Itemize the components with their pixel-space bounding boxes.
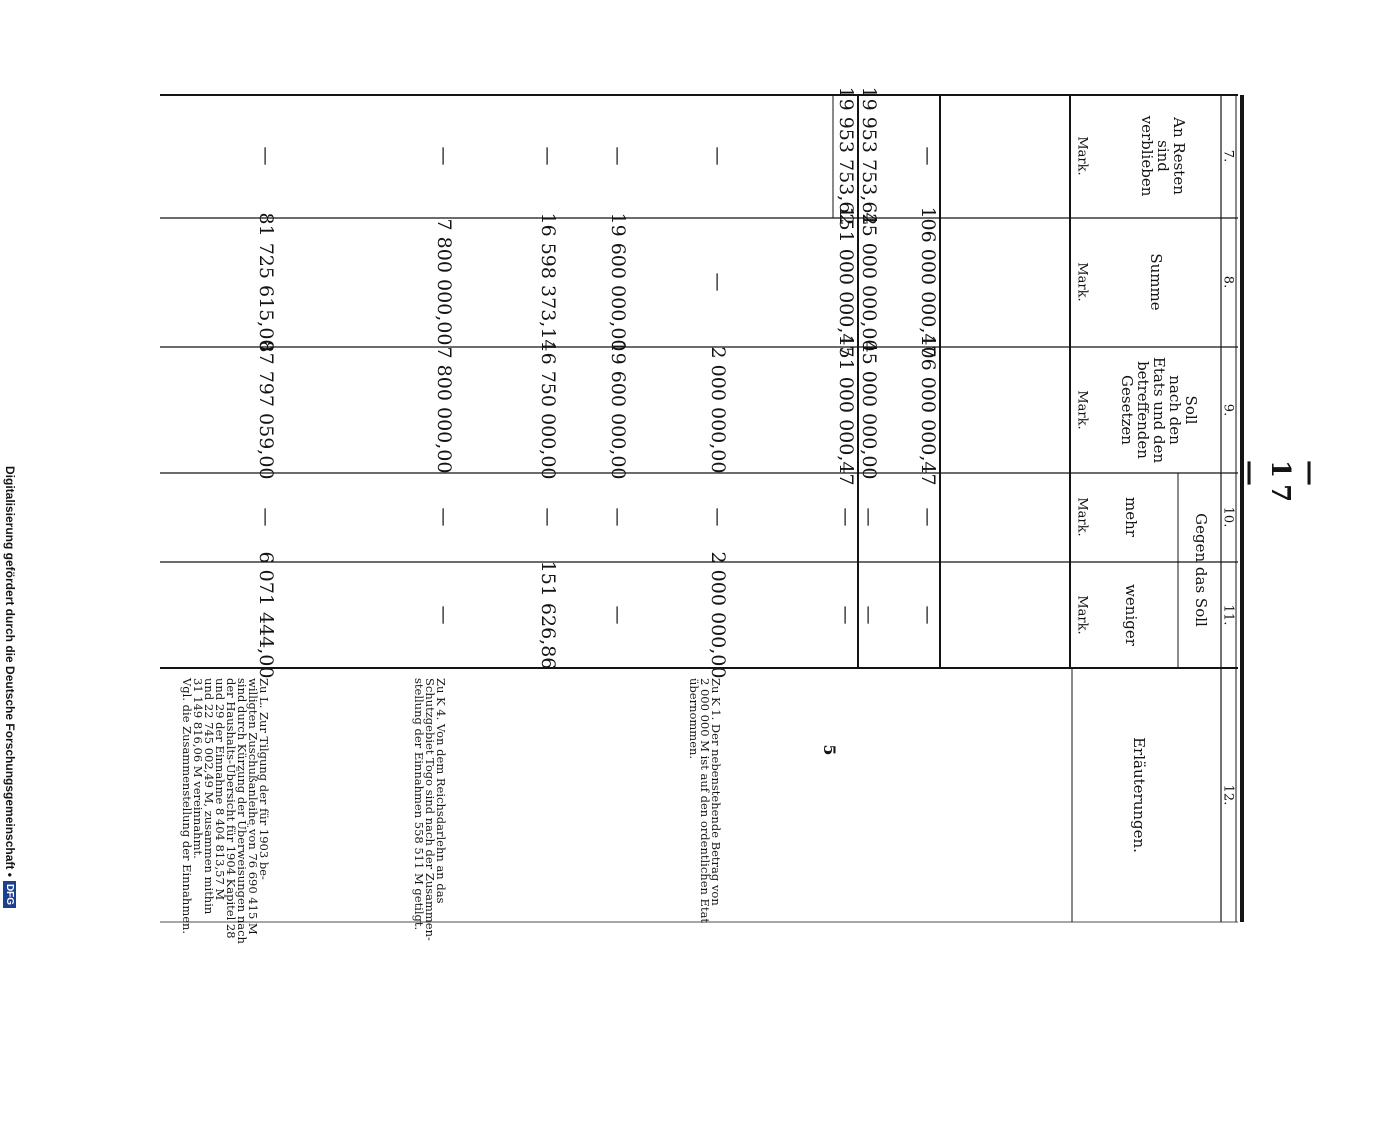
table-cell: 106 000 000,47 (917, 206, 939, 358)
table-cell: 2 000 000,00 (707, 346, 729, 474)
col10-unit: Mark. (1074, 497, 1090, 537)
note-line: stellung der Einnahmen 558 511 M getilgt. (412, 678, 426, 931)
table-cell: 16 750 000,00 (537, 340, 559, 480)
col10-number: 10. (1220, 506, 1236, 528)
table-cell: — (858, 605, 880, 625)
table-cell: — (707, 507, 729, 527)
table-cell: — (835, 507, 857, 527)
group-header: Gegen das Soll (1192, 513, 1210, 627)
col10-header: mehr (1122, 497, 1140, 537)
note-line: sind durch Kürzung der Überweisungen nach (235, 678, 249, 944)
col11-number: 11. (1220, 604, 1236, 626)
table-cell: 2 000 000,00 (707, 551, 729, 679)
col8-header: Summe (1147, 253, 1165, 311)
table-cell: 16 598 373,14 (537, 212, 559, 352)
table-cell: 19 953 753,62 (835, 86, 857, 226)
table-cell: — (433, 146, 455, 166)
table-cell: — (607, 146, 629, 166)
signature-mark: 5 (820, 744, 840, 756)
table-cell: 19 600 000,00 (607, 212, 629, 352)
table-cell: — (255, 146, 277, 166)
table-cell: 19 600 000,00 (607, 340, 629, 480)
col11-unit: Mark. (1074, 595, 1090, 635)
col12-header: Erläuterungen. (1130, 737, 1148, 853)
dfg-logo: DFG (4, 881, 17, 908)
col9-header: Soll (1182, 395, 1200, 425)
col9-number: 9. (1220, 403, 1236, 417)
table-cell: 151 000 000,47 (835, 334, 857, 486)
col11-header: weniger (1122, 584, 1140, 646)
col8-number: 8. (1220, 275, 1236, 289)
note-line: und 22 745 002,49 M, zusammen mithin (202, 678, 216, 915)
credit-text: Digitalisierung gefördert durch die Deutsche Forschungsgemeinschaft • (3, 466, 17, 877)
table-cell: 45 000 000,00 (858, 212, 880, 352)
col9-header: Etats und den (1150, 356, 1168, 464)
table-cell: — (707, 272, 729, 292)
note-line: übernommen. (687, 678, 701, 760)
note-line: Zu K 1. Der nebenstehende Betrag von (709, 678, 723, 906)
col7-number: 7. (1220, 149, 1236, 163)
col8-unit: Mark. (1074, 262, 1090, 302)
note-line: Schutzgebiet Togo sind nach der Zusammen- (423, 678, 437, 941)
table-cell: — (537, 146, 559, 166)
note-line: der Haushalts-Übersicht für 1904 Kapitel 28 (224, 678, 238, 939)
table-cell: 151 000 000,47 (835, 206, 857, 358)
note-line: 2 000 000 M ist auf den ordentlichen Etat (698, 678, 712, 924)
note-line: Zu L. Zur Tilgung der für 1903 be- (257, 678, 271, 880)
table-cell: 6 071 444,00 (255, 551, 277, 679)
table-cell: — (607, 605, 629, 625)
table-cell: 106 000 000,47 (917, 334, 939, 486)
table-cell: 81 725 615,00 (255, 212, 277, 352)
col7-header: An Resten (1170, 117, 1188, 195)
table-cell: — (607, 507, 629, 527)
table-cell: — (707, 146, 729, 166)
col9-header: betreffenden (1134, 361, 1152, 459)
table-cell: — (917, 605, 939, 625)
col7-unit: Mark. (1074, 136, 1090, 176)
col12-number: 12. (1220, 784, 1236, 806)
table-cell: 19 953 753,62 (858, 86, 880, 226)
table-text (180, 86, 1236, 944)
table-cell: — (537, 507, 559, 527)
note-line: Zu K 4. Von dem Reichsdarlehn an das (434, 678, 448, 904)
note-line: Vgl. die Zusammenstellung der Einnahmen. (180, 678, 194, 935)
table-cell: 151 626,86 (537, 560, 559, 670)
table-cell: 45 000 000,00 (858, 340, 880, 480)
table-cell: — (858, 507, 880, 527)
col7-header: verblieben (1138, 115, 1156, 197)
note-line: 31 149 816,06 M vereinnahmt. (191, 678, 205, 859)
table-cell: — (917, 146, 939, 166)
col9-unit: Mark. (1074, 390, 1090, 430)
col7-header: sind (1154, 140, 1172, 172)
col9-header: Gesetzen (1118, 375, 1136, 445)
table-cell: — (433, 605, 455, 625)
table-cell: — (433, 507, 455, 527)
table-cell: — (835, 605, 857, 625)
note-line: und 29 der Einnahme 8 404 813,57 M (213, 678, 227, 901)
table-cell: — (255, 507, 277, 527)
table-cell: 87 797 059,00 (255, 340, 277, 480)
col9-header: nach den (1166, 375, 1184, 445)
page-number: — 17 — (1235, 460, 1325, 509)
table-cell: 7 800 000,00 (433, 346, 455, 474)
table-cell: — (917, 507, 939, 527)
note-line: willigten Zuschußanleihe von 76 690 415 M (246, 678, 260, 935)
table-cell: 7 800 000,00 (433, 218, 455, 346)
